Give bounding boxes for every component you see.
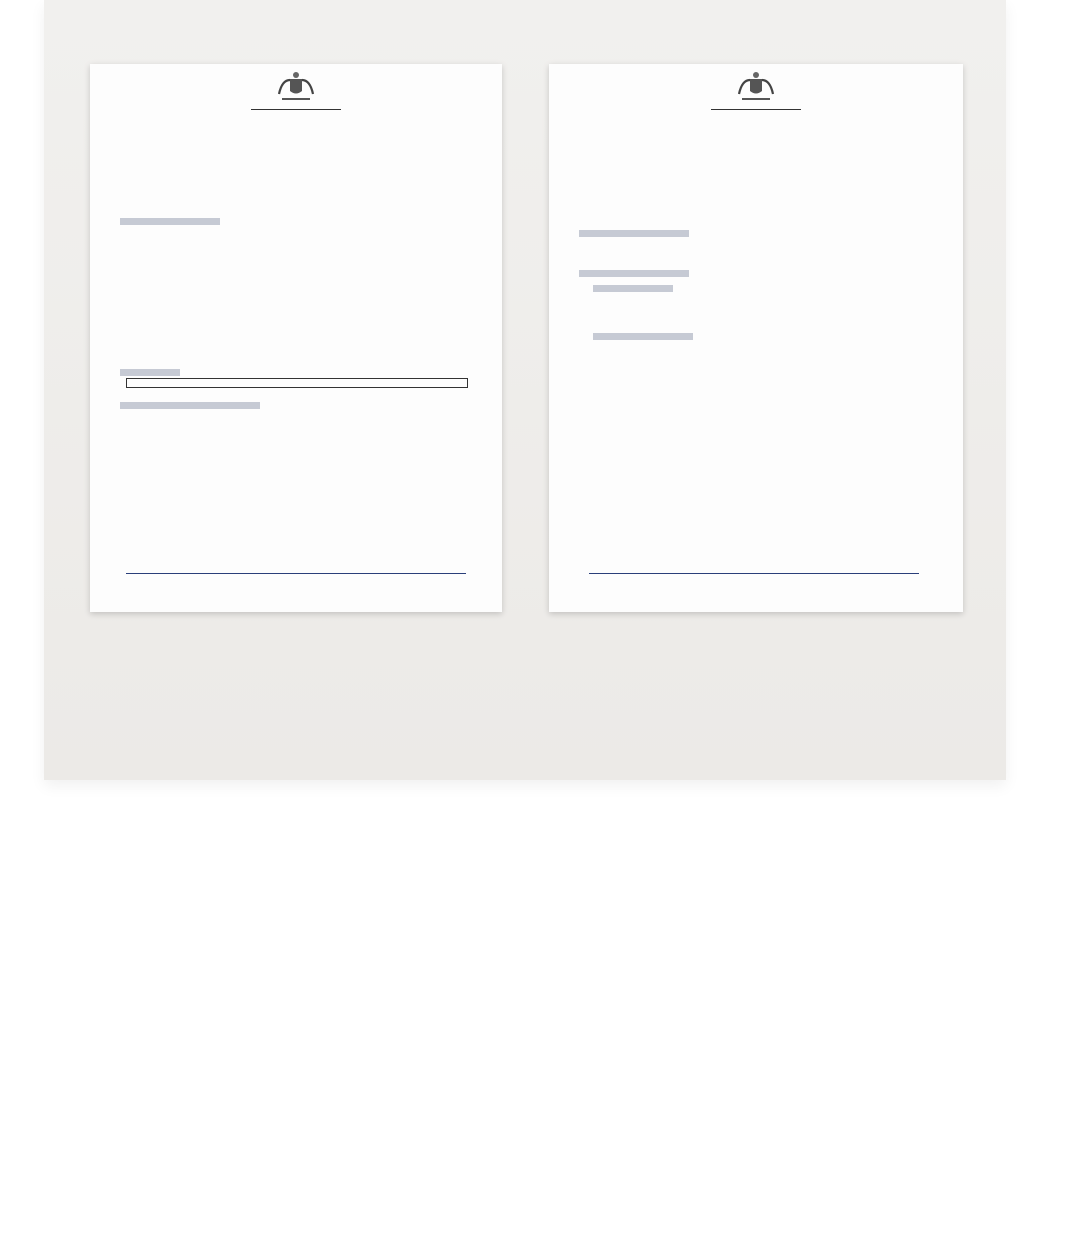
footer-rule [126,573,466,574]
components-header [593,285,673,292]
product-name [126,378,468,388]
footer-rule [589,573,919,574]
gov-divider [251,109,341,110]
products-header [120,369,180,376]
gov-divider [711,109,801,110]
pack-header [579,270,689,277]
pack-row [591,278,921,283]
active-ingredients-header [593,333,693,340]
certificate-panel [44,0,1006,780]
product-type-row [126,391,344,399]
certificate-page-1 [90,64,502,612]
conditions-header [120,218,220,225]
coat-of-arms-icon [274,70,318,104]
container-header [579,230,689,237]
indications-header [120,402,260,409]
coat-of-arms-icon [734,70,778,104]
certificate-page-2 [549,64,963,612]
dosage-row [593,306,893,319]
